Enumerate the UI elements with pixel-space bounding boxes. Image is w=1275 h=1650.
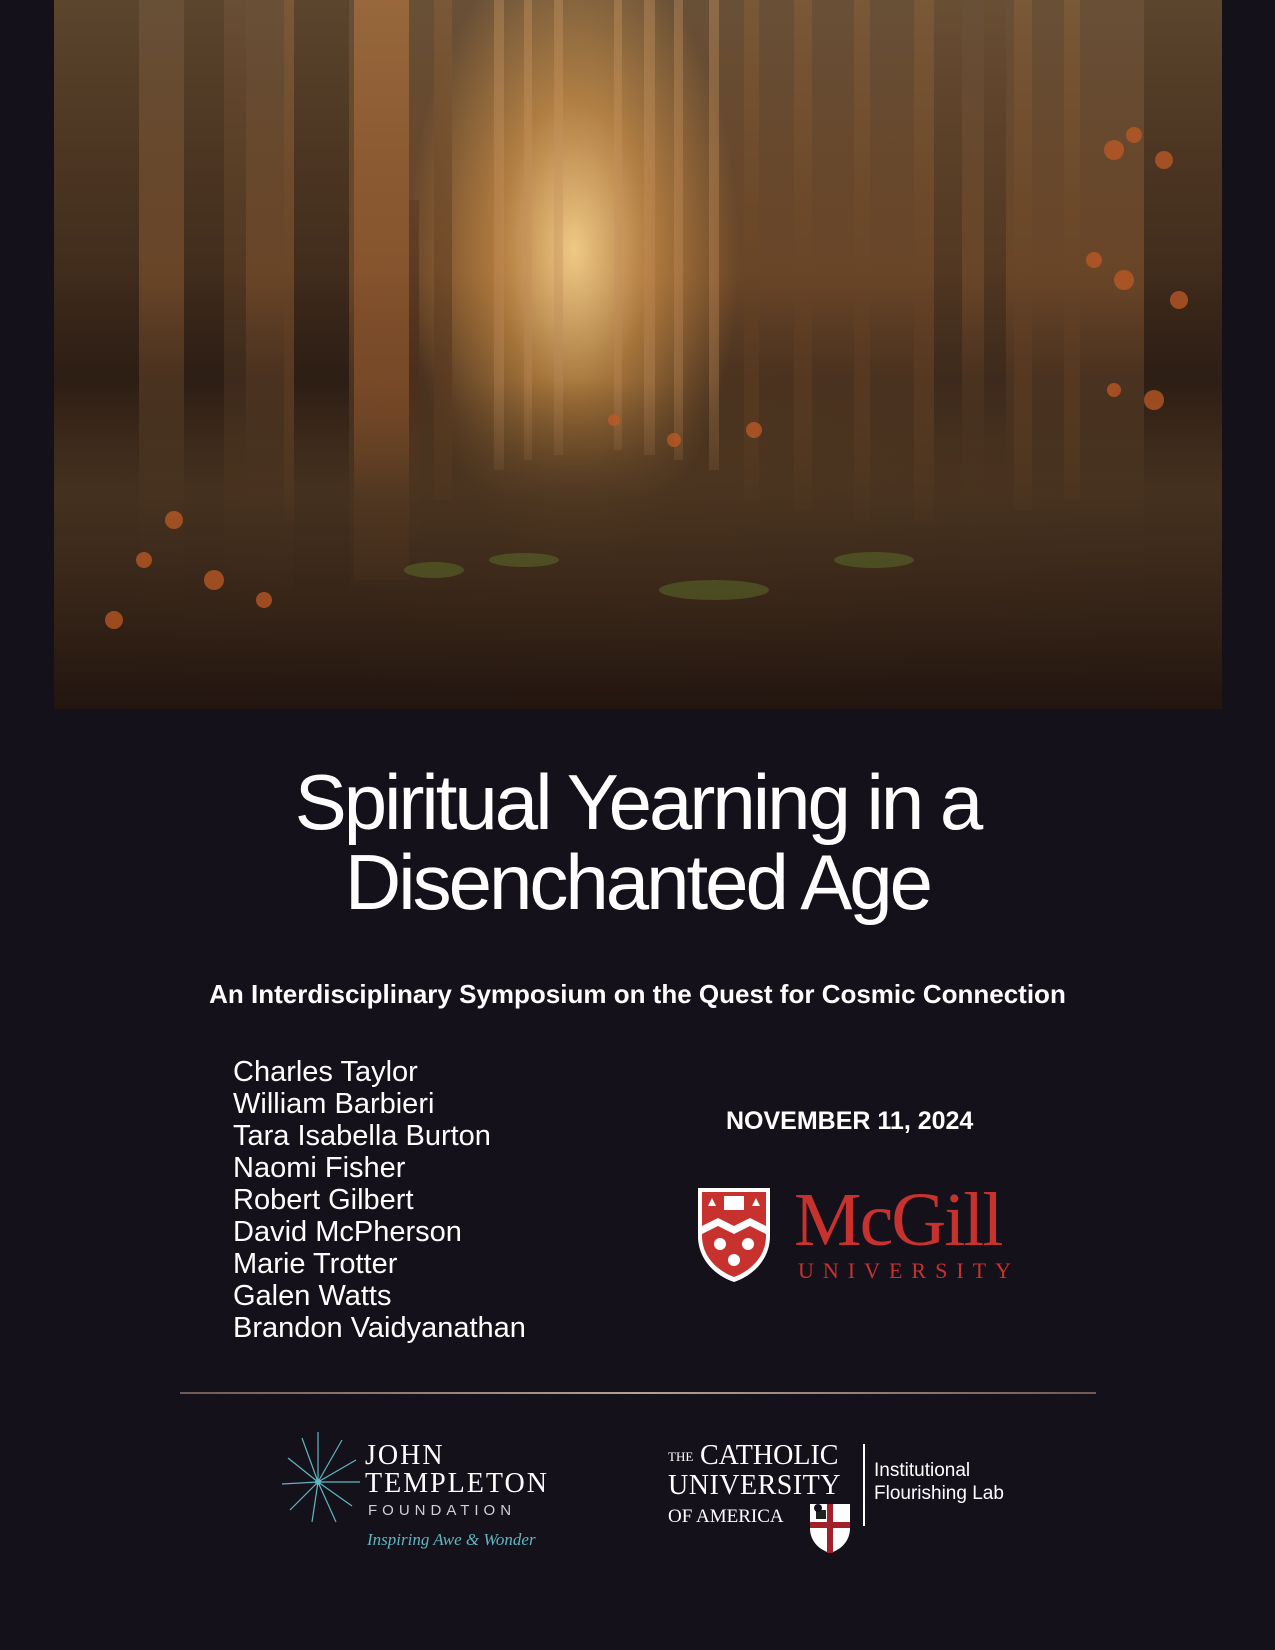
- cua-divider: [863, 1444, 865, 1526]
- starburst-icon: [282, 1430, 362, 1530]
- lab-line-1: Institutional: [874, 1460, 971, 1481]
- cua-line-1: CATHOLIC: [700, 1440, 839, 1471]
- templeton-foundation-logo: [282, 1430, 602, 1555]
- speaker-name: William Barbieri: [233, 1088, 435, 1120]
- event-title: [0, 758, 1275, 926]
- speaker-name: Robert Gilbert: [233, 1184, 414, 1216]
- cua-shield-icon: [808, 1502, 852, 1554]
- speaker-name: Charles Taylor: [233, 1056, 418, 1088]
- section-divider: [180, 1392, 1096, 1394]
- templeton-line-3: FOUNDATION: [368, 1502, 517, 1519]
- speaker-list: [233, 1056, 526, 1344]
- cua-line-2: UNIVERSITY: [668, 1470, 841, 1501]
- speaker-name: Brandon Vaidyanathan: [233, 1312, 526, 1344]
- mcgill-shield-icon: [694, 1184, 774, 1284]
- forest-illustration: [54, 0, 1222, 709]
- templeton-line-2: TEMPLETON: [365, 1468, 549, 1499]
- speaker-name: Marie Trotter: [233, 1248, 398, 1280]
- event-subtitle: An Interdisciplinary Symposium on the Quest for Cosmic Connection: [209, 979, 1066, 1009]
- lab-line-2: Flourishing Lab: [874, 1483, 1004, 1504]
- hero-forest-image: [54, 0, 1222, 709]
- catholic-university-logo: [668, 1440, 1028, 1565]
- speaker-name: Galen Watts: [233, 1280, 392, 1312]
- title-line-2: Disenchanted Age: [344, 838, 931, 926]
- title-line-1: Spiritual Yearning in a: [294, 758, 981, 846]
- cua-line-3: OF AMERICA: [668, 1506, 784, 1527]
- templeton-tagline: Inspiring Awe & Wonder: [367, 1530, 536, 1549]
- speaker-name: David McPherson: [233, 1216, 462, 1248]
- event-date: NOVEMBER 11, 2024: [726, 1107, 974, 1135]
- mcgill-logo: [694, 1180, 1054, 1285]
- speaker-name: Tara Isabella Burton: [233, 1120, 491, 1152]
- speaker-name: Naomi Fisher: [233, 1152, 406, 1184]
- mcgill-wordmark: McGill: [794, 1178, 1002, 1262]
- mcgill-subtitle: UNIVERSITY: [798, 1258, 1020, 1283]
- cua-the: THE: [668, 1449, 694, 1464]
- templeton-line-1: JOHN: [365, 1440, 445, 1471]
